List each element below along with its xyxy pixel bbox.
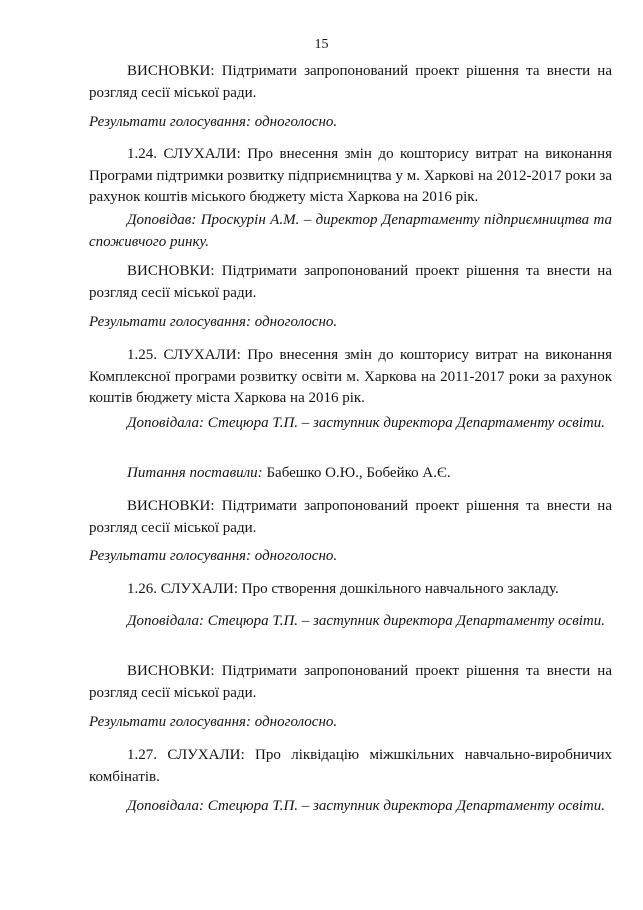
questions-label: Питання поставили: [127, 465, 263, 481]
questions-paragraph [89, 463, 612, 485]
speaker-paragraph: Доповідала: Стецюра Т.П. – заступник директора Департаменту освіти. [127, 798, 606, 814]
conclusion-paragraph: ВИСНОВКИ: Підтримати запропонований проект рішення та внести на розгляд сесії міської ради. [89, 498, 612, 536]
heard-item-1-25: 1.25. СЛУХАЛИ: Про внесення змін до кошторису витрат на виконання Комплексної програми розвитку освіти м. Харкова на 2011-2017 роки за рахунок коштів бюджету міста Харкова на 2016 рік. [89, 347, 612, 406]
heard-item-1-27: 1.27. СЛУХАЛИ: Про ліквідацію міжшкільних навчально-виробничих комбінатів. [89, 747, 612, 785]
speaker-paragraph: Доповідала: Стецюра Т.П. – заступник директора Департаменту освіти. [127, 613, 606, 629]
heard-item-1-24: 1.24. СЛУХАЛИ: Про внесення змін до кошторису витрат на виконання Програми підтримки розвитку підприємництва у м. Харкові на 2012-2017 роки за рахунок коштів міського бюджету міста Харкова на 2016 рік. [89, 146, 612, 205]
speaker-paragraph: Доповідала: Стецюра Т.П. – заступник директора Департаменту освіти. [127, 415, 606, 431]
voting-result: Результати голосування: одноголосно. [89, 314, 338, 330]
voting-result: Результати голосування: одноголосно. [89, 548, 338, 564]
conclusion-paragraph: ВИСНОВКИ: Підтримати запропонований проект рішення та внести на розгляд сесії міської ради. [89, 663, 612, 701]
questions-value: Бабешко О.Ю., Бобейко А.Є. [262, 465, 451, 481]
conclusion-paragraph: ВИСНОВКИ: Підтримати запропонований проект рішення та внести на розгляд сесії міської ради. [89, 63, 612, 101]
speaker-paragraph: Доповідав: Проскурін А.М. – директор Департаменту підприємництва та споживчого ринку. [89, 212, 612, 250]
voting-result: Результати голосування: одноголосно. [89, 114, 338, 130]
voting-result: Результати голосування: одноголосно. [89, 714, 338, 730]
heard-item-1-26: 1.26. СЛУХАЛИ: Про створення дошкільного навчального закладу. [127, 581, 559, 597]
conclusion-paragraph: ВИСНОВКИ: Підтримати запропонований проект рішення та внести на розгляд сесії міської ради. [89, 263, 612, 301]
page-number: 15 [314, 37, 329, 52]
